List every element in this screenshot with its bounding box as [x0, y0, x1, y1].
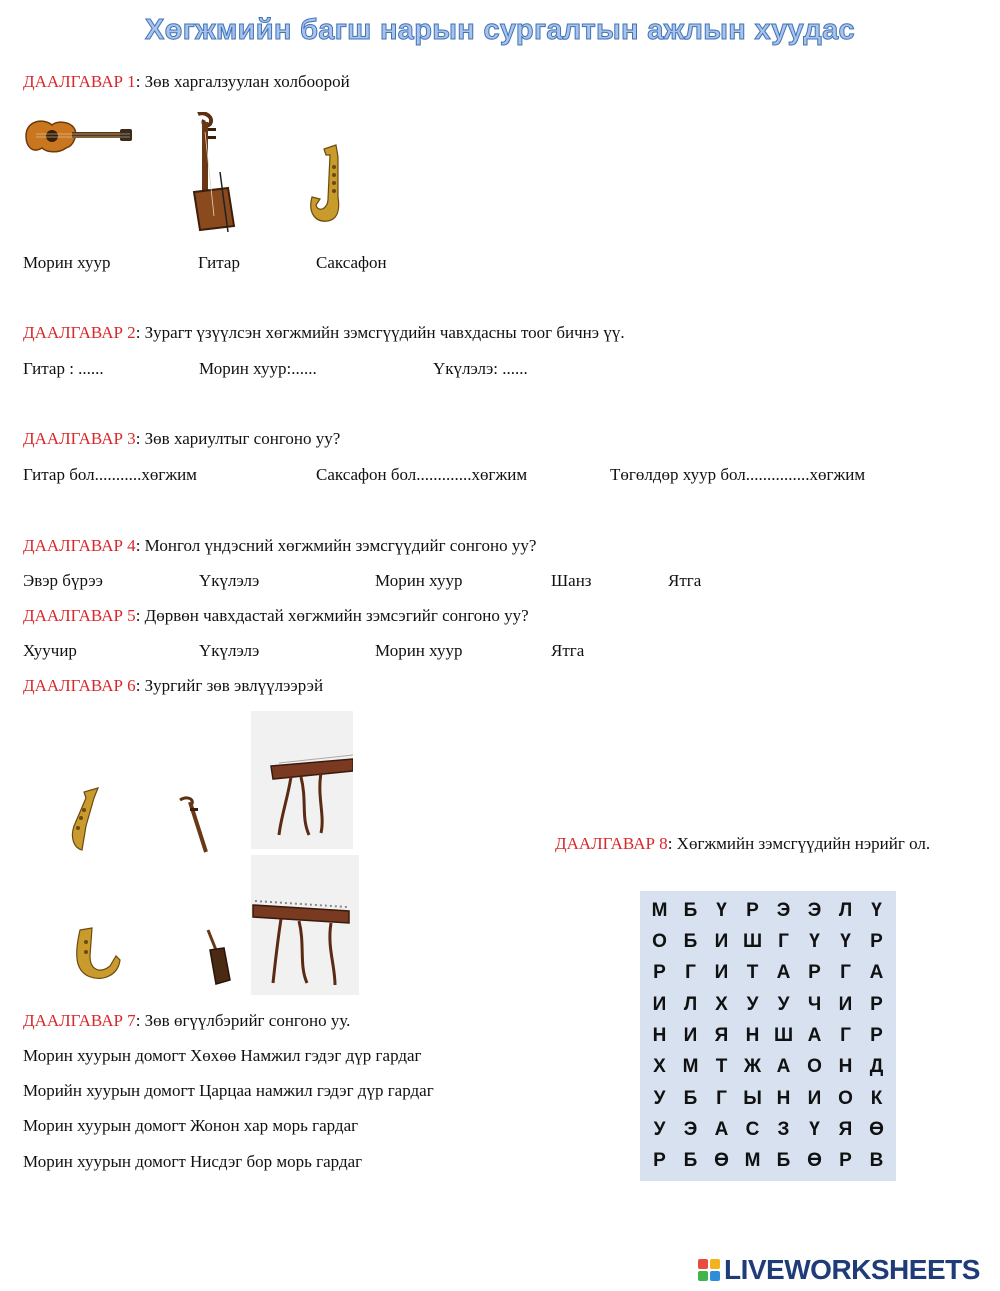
grid-cell[interactable]: Э — [776, 899, 791, 921]
grid-cell[interactable]: М — [744, 1150, 761, 1172]
word-search-grid[interactable] — [640, 891, 896, 1181]
grid-cell[interactable]: Ү — [840, 930, 851, 952]
grid-cell[interactable]: Т — [746, 962, 759, 984]
guitar-image[interactable] — [22, 112, 134, 158]
task-7-sentence-3[interactable]: Морин хуурын домогт Жонон хар морь гардаг — [23, 1116, 359, 1135]
grid-cell[interactable]: Т — [715, 1056, 728, 1078]
grid-cell[interactable]: Ү — [809, 1118, 820, 1140]
grid-cell[interactable]: У — [653, 1118, 666, 1140]
zither-bottom-photo[interactable] — [251, 855, 359, 995]
task-2-item-guitar[interactable]: Гитар : ...... — [23, 359, 104, 378]
grid-cell[interactable]: А — [807, 1024, 822, 1046]
task-3-item-3[interactable]: Төгөлдөр хуур бол...............хөгжим — [610, 465, 866, 484]
grid-cell[interactable]: А — [776, 962, 791, 984]
task-5-option-1[interactable]: Хуучир — [23, 641, 77, 660]
task-4-option-4[interactable]: Шанз — [551, 571, 592, 590]
grid-cell[interactable]: Л — [838, 899, 853, 921]
grid-cell[interactable]: Г — [840, 1024, 851, 1046]
grid-cell[interactable]: Х — [653, 1056, 666, 1078]
grid-cell[interactable]: Б — [683, 930, 698, 952]
task-4-option-5[interactable]: Ятга — [668, 571, 702, 590]
grid-cell[interactable]: Р — [808, 962, 821, 984]
task-4-option-1[interactable]: Эвэр бүрээ — [23, 571, 103, 590]
task-8-text: : Хөгжмийн зэмсгүүдийн нэрийг ол. — [667, 834, 931, 853]
grid-cell[interactable]: А — [776, 1056, 791, 1078]
grid-cell[interactable]: И — [807, 1087, 822, 1109]
grid-cell[interactable]: Ч — [807, 993, 822, 1015]
saxophone-bottom-piece[interactable] — [70, 926, 122, 982]
task-4-heading — [23, 536, 536, 556]
grid-cell[interactable]: Б — [683, 899, 698, 921]
grid-cell[interactable]: М — [682, 1056, 699, 1078]
grid-cell[interactable]: Б — [683, 1087, 698, 1109]
grid-cell[interactable]: З — [777, 1118, 790, 1140]
name-label-3[interactable]: Саксафон — [316, 253, 387, 272]
task-6-text: : Зургийг зөв эвлүүлээрэй — [135, 676, 324, 695]
task-1-text: : Зөв харгалзуулан холбоорой — [135, 72, 350, 91]
task-2-label: ДААЛГАВАР 2 — [23, 323, 136, 342]
grid-cell[interactable]: Г — [840, 962, 851, 984]
task-7-sentence-4[interactable]: Морин хуурын домогт Нисдэг бор морь гардаг — [23, 1152, 363, 1171]
liveworksheets-mark-icon — [698, 1259, 720, 1281]
task-7-sentence-1[interactable]: Морин хуурын домогт Хөхөө Намжил гэдэг дүр гардаг — [23, 1046, 422, 1065]
task-1-heading — [23, 72, 350, 92]
saxophone-image[interactable] — [306, 143, 350, 227]
task-7-label: ДААЛГАВАР 7 — [23, 1011, 136, 1030]
task-3-text: : Зөв хариултыг сонгоно уу? — [135, 429, 341, 448]
grid-cell[interactable]: Ж — [743, 1056, 762, 1078]
grid-cell[interactable]: Р — [653, 1150, 666, 1172]
grid-cell[interactable]: В — [869, 1150, 884, 1172]
grid-cell[interactable]: Г — [778, 930, 789, 952]
grid-cell[interactable]: Ү — [809, 930, 820, 952]
task-5-heading — [23, 606, 529, 626]
task-3-item-1[interactable]: Гитар бол...........хөгжим — [23, 465, 197, 484]
grid-cell[interactable]: О — [807, 1056, 822, 1078]
zither-bottom-icon — [251, 855, 359, 995]
task-4-text: : Монгол үндэсний хөгжмийн зэмсгүүдийг сонгоно уу? — [135, 536, 537, 555]
task-7-text: : Зөв өгүүлбэрийг сонгоно уу. — [135, 1011, 351, 1030]
grid-cell[interactable]: Р — [653, 962, 666, 984]
grid-cell[interactable]: Я — [838, 1118, 853, 1140]
task-4-option-2[interactable]: Үкүлэлэ — [199, 571, 260, 590]
grid-cell[interactable]: Н — [838, 1056, 853, 1078]
grid-cell[interactable]: Х — [715, 993, 728, 1015]
task-5-option-3[interactable]: Морин хуур — [375, 641, 463, 660]
grid-cell[interactable]: А — [869, 962, 884, 984]
task-1-label: ДААЛГАВАР 1 — [23, 72, 136, 91]
grid-cell[interactable]: Д — [869, 1056, 884, 1078]
zither-top-icon — [251, 711, 353, 849]
task-4-option-3[interactable]: Морин хуур — [375, 571, 463, 590]
task-7-sentence-2[interactable]: Морийн хуурын домогт Царцаа намжил гэдэг дүр гардаг — [23, 1081, 434, 1100]
grid-cell[interactable]: Ө — [807, 1150, 822, 1172]
zither-top-photo[interactable] — [251, 711, 353, 849]
grid-cell[interactable]: Б — [683, 1150, 698, 1172]
task-3-label: ДААЛГАВАР 3 — [23, 429, 136, 448]
grid-cell[interactable]: У — [777, 993, 790, 1015]
task-5-option-4[interactable]: Ятга — [551, 641, 585, 660]
grid-cell[interactable]: И — [714, 930, 729, 952]
grid-cell[interactable]: Р — [746, 899, 759, 921]
grid-cell[interactable]: К — [870, 1087, 883, 1109]
grid-cell[interactable]: И — [683, 1024, 698, 1046]
task-6-heading — [23, 676, 323, 696]
task-2-item-morin-khuur[interactable]: Морин хуур:...... — [199, 359, 317, 378]
task-3-item-2[interactable]: Саксафон бол.............хөгжим — [316, 465, 528, 484]
liveworksheets-logo — [698, 1254, 980, 1286]
grid-cell[interactable]: Я — [714, 1024, 729, 1046]
page-title: Хөгжмийн багш нарын сургалтын ажлын хуудас — [145, 14, 855, 46]
saxophone-top-piece[interactable] — [64, 786, 104, 852]
grid-cell[interactable]: Р — [839, 1150, 852, 1172]
grid-cell[interactable]: И — [714, 962, 729, 984]
task-6-label: ДААЛГАВАР 6 — [23, 676, 136, 695]
grid-cell[interactable]: Ш — [773, 1024, 794, 1046]
liveworksheets-brand: LIVEWORKSHEETS — [724, 1254, 980, 1285]
grid-cell[interactable]: Ш — [742, 930, 763, 952]
morin-khuur-bottom-piece[interactable] — [202, 928, 234, 986]
grid-cell[interactable]: И — [838, 993, 853, 1015]
task-7-heading — [23, 1011, 350, 1031]
grid-cell[interactable]: О — [652, 930, 667, 952]
grid-cell[interactable]: Н — [652, 1024, 667, 1046]
task-2-heading — [23, 323, 625, 343]
grid-cell[interactable]: А — [714, 1118, 729, 1140]
grid-cell[interactable]: Э — [807, 899, 822, 921]
grid-cell[interactable]: М — [651, 899, 668, 921]
grid-cell[interactable]: У — [653, 1087, 666, 1109]
task-5-text: : Дөрвөн чавхдастай хөгжмийн зэмсэгийг сонгоно уу? — [135, 606, 529, 625]
grid-cell[interactable]: С — [745, 1118, 760, 1140]
grid-cell[interactable]: О — [838, 1087, 853, 1109]
grid-cell[interactable]: Р — [870, 1024, 883, 1046]
grid-cell[interactable]: Ө — [869, 1118, 884, 1140]
grid-cell[interactable]: Б — [776, 1150, 791, 1172]
grid-cell[interactable]: Н — [745, 1024, 760, 1046]
task-8-heading — [555, 834, 930, 854]
grid-cell[interactable]: Э — [683, 1118, 698, 1140]
task-3-heading — [23, 429, 340, 449]
task-4-label: ДААЛГАВАР 4 — [23, 536, 136, 555]
grid-cell[interactable]: Л — [683, 993, 698, 1015]
task-8-label: ДААЛГАВАР 8 — [555, 834, 668, 853]
morin-khuur-top-piece[interactable] — [178, 796, 212, 854]
grid-cell[interactable]: Р — [870, 993, 883, 1015]
task-2-text: : Зурагт үзүүлсэн хөгжмийн зэмсгүүдийн чавхдасны тоог бичнэ үү. — [135, 323, 625, 342]
morin-khuur-image[interactable] — [184, 112, 244, 234]
grid-cell[interactable]: Ү — [871, 899, 882, 921]
grid-cell[interactable]: Г — [716, 1087, 727, 1109]
grid-cell[interactable]: Н — [776, 1087, 791, 1109]
grid-cell[interactable]: Ө — [714, 1150, 729, 1172]
grid-cell[interactable]: Г — [685, 962, 696, 984]
grid-cell[interactable]: Ү — [716, 899, 727, 921]
grid-cell[interactable]: Р — [870, 930, 883, 952]
name-label-1[interactable]: Морин хуур — [23, 253, 111, 272]
grid-cell[interactable]: У — [746, 993, 759, 1015]
task-5-label: ДААЛГАВАР 5 — [23, 606, 136, 625]
grid-cell[interactable]: Ы — [743, 1087, 762, 1109]
task-5-option-2[interactable]: Үкүлэлэ — [199, 641, 260, 660]
task-2-item-ukulele[interactable]: Үкүлэлэ: ...... — [433, 359, 528, 378]
grid-cell[interactable]: И — [652, 993, 667, 1015]
name-label-2[interactable]: Гитар — [198, 253, 240, 272]
